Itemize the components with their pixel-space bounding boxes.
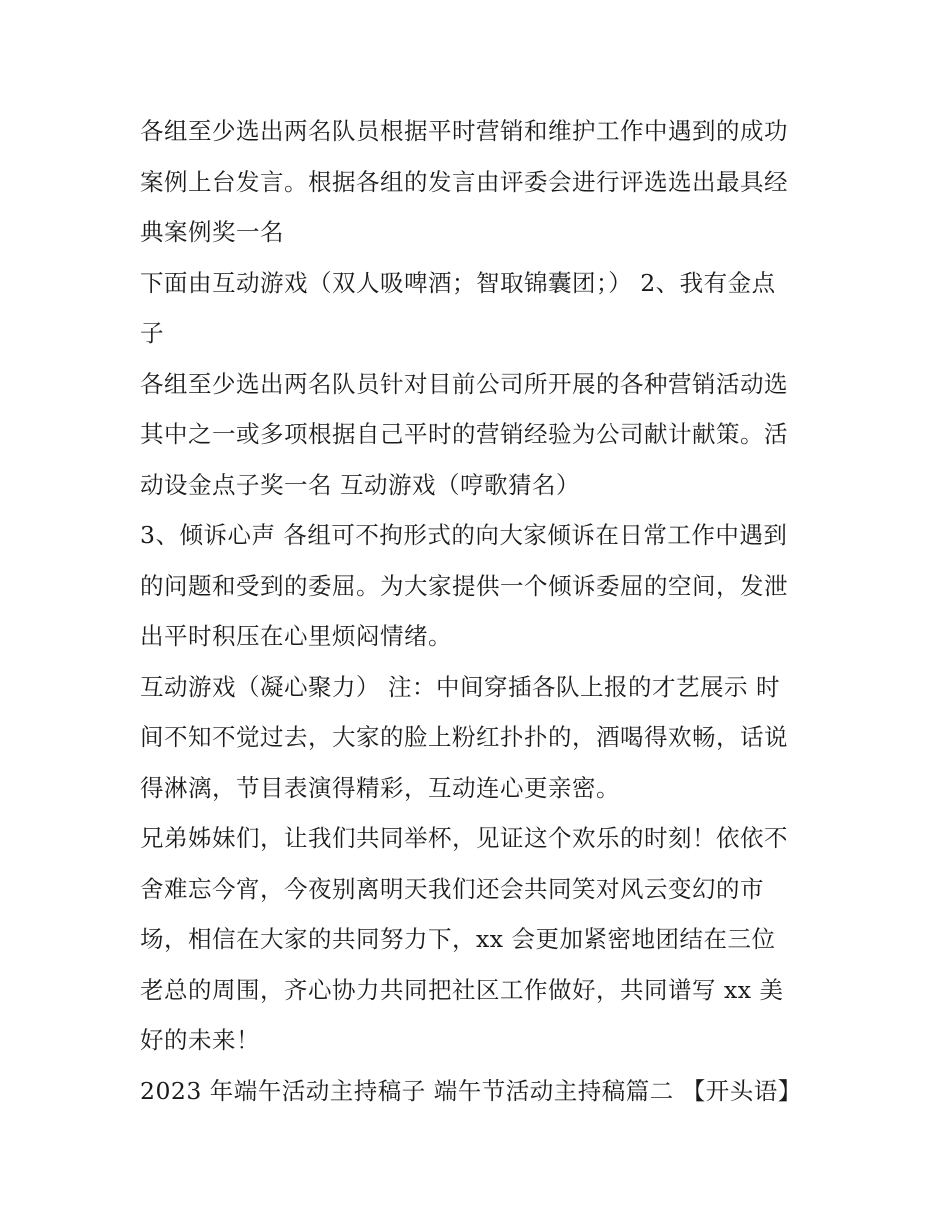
text-line-3: 典案例奖一名 (140, 218, 284, 246)
text-line-10: 的问题和受到的委屈。为大家提供一个倾诉委屈的空间，发泄 (140, 571, 788, 600)
text-line-8: 动设金点子奖一名 互动游戏（哼歌猜名） (140, 470, 580, 499)
document-body (140, 106, 820, 1116)
text-line-9: 3、倾诉心声 各组可不拘形式的向大家倾诉在日常工作中遇到 (140, 521, 788, 549)
text-line-2: 案例上台发言。根据各组的发言由评委会进行评选选出最具经 (140, 167, 788, 196)
text-line-18: 老总的周围，齐心协力共同把社区工作做好，共同谱写 xx 美 (140, 975, 784, 1004)
text-line-1: 各组至少选出两名队员根据平时营销和维护工作中遇到的成功 (140, 117, 788, 145)
text-line-20: 2023 年端午活动主持稿子 端午节活动主持稿篇二 【开头语】 (140, 1076, 802, 1105)
text-line-12: 互动游戏（凝心聚力） 注：中间穿插各队上报的才艺展示 时 (140, 672, 780, 701)
text-line-4: 下面由互动游戏（双人吸啤酒；智取锦囊团；） 2、我有金点 (140, 268, 776, 297)
text-line-14: 得淋漓，节目表演得精彩，互动连心更亲密。 (140, 773, 620, 802)
text-line-13: 间不知不觉过去，大家的脸上粉红扑扑的，酒喝得欢畅，话说 (140, 723, 788, 751)
text-line-17: 场，相信在大家的共同努力下，xx 会更加紧密地团结在三位 (140, 925, 776, 953)
text-line-5: 子 (140, 319, 164, 347)
text-line-19: 好的未来！ (140, 1026, 260, 1054)
text-line-6: 各组至少选出两名队员针对目前公司所开展的各种营销活动选 (140, 369, 788, 398)
text-line-7: 其中之一或多项根据自己平时的营销经验为公司献计献策。活 (140, 420, 788, 448)
text-line-15: 兄弟姊妹们，让我们共同举杯，见证这个欢乐的时刻！依依不 (140, 824, 788, 852)
text-line-16: 舍难忘今宵，今夜别离明天我们还会共同笑对风云变幻的市 (140, 874, 764, 903)
text-line-11: 出平时积压在心里烦闷情绪。 (140, 622, 452, 650)
